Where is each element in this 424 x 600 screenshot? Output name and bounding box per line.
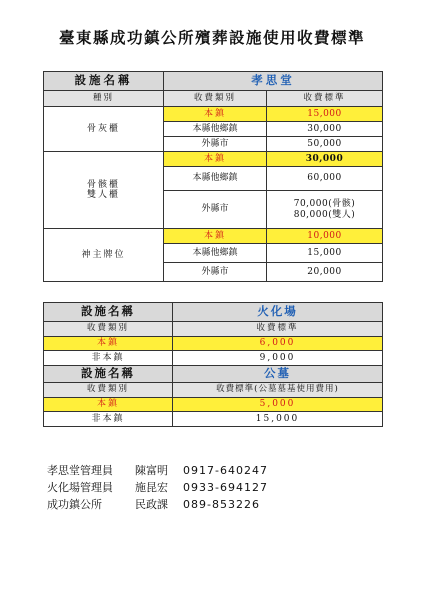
fee-type-cell: 本鎮 — [164, 152, 267, 167]
facility-name-value: 火化場 — [173, 303, 383, 322]
contact-list — [47, 462, 268, 513]
fee-value-line: 70,000(骨骸) — [293, 199, 356, 210]
fee-type-cell: 本鎮 — [164, 229, 267, 244]
category-cell: 神主牌位 — [44, 229, 164, 282]
fee-value-cell: 60,000 — [267, 167, 383, 191]
fee-type-cell: 外縣市 — [164, 191, 267, 229]
fee-standard-header: 收費標準 — [173, 322, 383, 337]
category-line: 雙人櫃 — [86, 190, 120, 200]
fee-value-cell: 9,000 — [173, 351, 383, 366]
fee-value-line: 80,000(雙人) — [293, 209, 356, 220]
contact-name: 民政課 — [135, 498, 168, 511]
fee-type-cell: 外縣市 — [164, 263, 267, 282]
fee-value-cell: 6,000 — [173, 337, 383, 351]
category-line: 骨骸櫃 — [86, 179, 120, 190]
category-cell: 骨灰櫃 — [44, 107, 164, 152]
category-header: 種別 — [44, 91, 164, 107]
table-row — [44, 398, 383, 412]
table-header-row — [44, 72, 383, 91]
table-subheader-row — [44, 383, 383, 398]
fee-value-cell: 30,000 — [267, 122, 383, 137]
facility-name-value: 公墓 — [173, 366, 383, 383]
page-title: 臺東縣成功鎮公所殯葬設施使用收費標準 — [58, 28, 365, 47]
fee-value-cell: 5,000 — [173, 398, 383, 412]
table-row — [44, 152, 383, 167]
category-cell — [44, 152, 164, 229]
list-item — [47, 496, 268, 513]
contact-phone: 0917-640247 — [183, 464, 268, 477]
fee-type-cell: 本縣他鄉鎮 — [164, 244, 267, 263]
contact-phone: 0933-694127 — [183, 481, 268, 494]
fee-value-cell: 20,000 — [267, 263, 383, 282]
fee-type-cell: 本縣他鄉鎮 — [164, 122, 267, 137]
table-subheader-row — [44, 91, 383, 107]
table-row — [44, 107, 383, 122]
contact-name: 施昆宏 — [135, 481, 168, 494]
table-row — [44, 351, 383, 366]
contact-office: 成功鎮公所 — [47, 498, 102, 511]
contact-office: 孝思堂管理員 — [47, 464, 113, 477]
fee-value-cell: 10,000 — [267, 229, 383, 244]
facility-name-label: 設施名稱 — [44, 303, 173, 322]
fee-type-cell: 本鎮 — [164, 107, 267, 122]
fee-type-header: 收費類別 — [44, 383, 173, 398]
fee-standard-header: 收費標準 — [267, 91, 383, 107]
fee-type-header: 收費類別 — [44, 322, 173, 337]
table-header-row — [44, 366, 383, 383]
fee-type-cell: 外縣市 — [164, 137, 267, 152]
fee-value-cell: 30,000 — [267, 152, 383, 167]
ossuary-fee-table — [43, 71, 383, 282]
fee-type-cell: 本鎮 — [44, 337, 173, 351]
fee-value-cell: 15,000 — [267, 107, 383, 122]
table-header-row — [44, 303, 383, 322]
fee-type-cell: 非本鎮 — [44, 351, 173, 366]
facility-name-label: 設施名稱 — [44, 72, 164, 91]
contact-phone: 089-853226 — [183, 498, 260, 511]
contact-office: 火化場管理員 — [47, 481, 113, 494]
table-subheader-row — [44, 322, 383, 337]
facility-name-label: 設施名稱 — [44, 366, 173, 383]
fee-type-cell: 非本鎮 — [44, 412, 173, 427]
fee-type-cell: 本縣他鄉鎮 — [164, 167, 267, 191]
fee-value-cell — [267, 191, 383, 229]
list-item — [47, 479, 268, 496]
fee-value-cell: 15,000 — [173, 412, 383, 427]
table-row — [44, 412, 383, 427]
fee-type-cell: 本鎮 — [44, 398, 173, 412]
facility-name-value: 孝思堂 — [164, 72, 383, 91]
fee-value-cell: 15,000 — [267, 244, 383, 263]
fee-standard-header: 收費標準(公墓墓基使用費用) — [173, 383, 383, 398]
table-row — [44, 229, 383, 244]
fee-type-header: 收費類別 — [164, 91, 267, 107]
table-row — [44, 337, 383, 351]
cremation-cemetery-fee-table — [43, 302, 383, 427]
fee-value-cell: 50,000 — [267, 137, 383, 152]
list-item — [47, 462, 268, 479]
contact-name: 陳富明 — [135, 464, 168, 477]
